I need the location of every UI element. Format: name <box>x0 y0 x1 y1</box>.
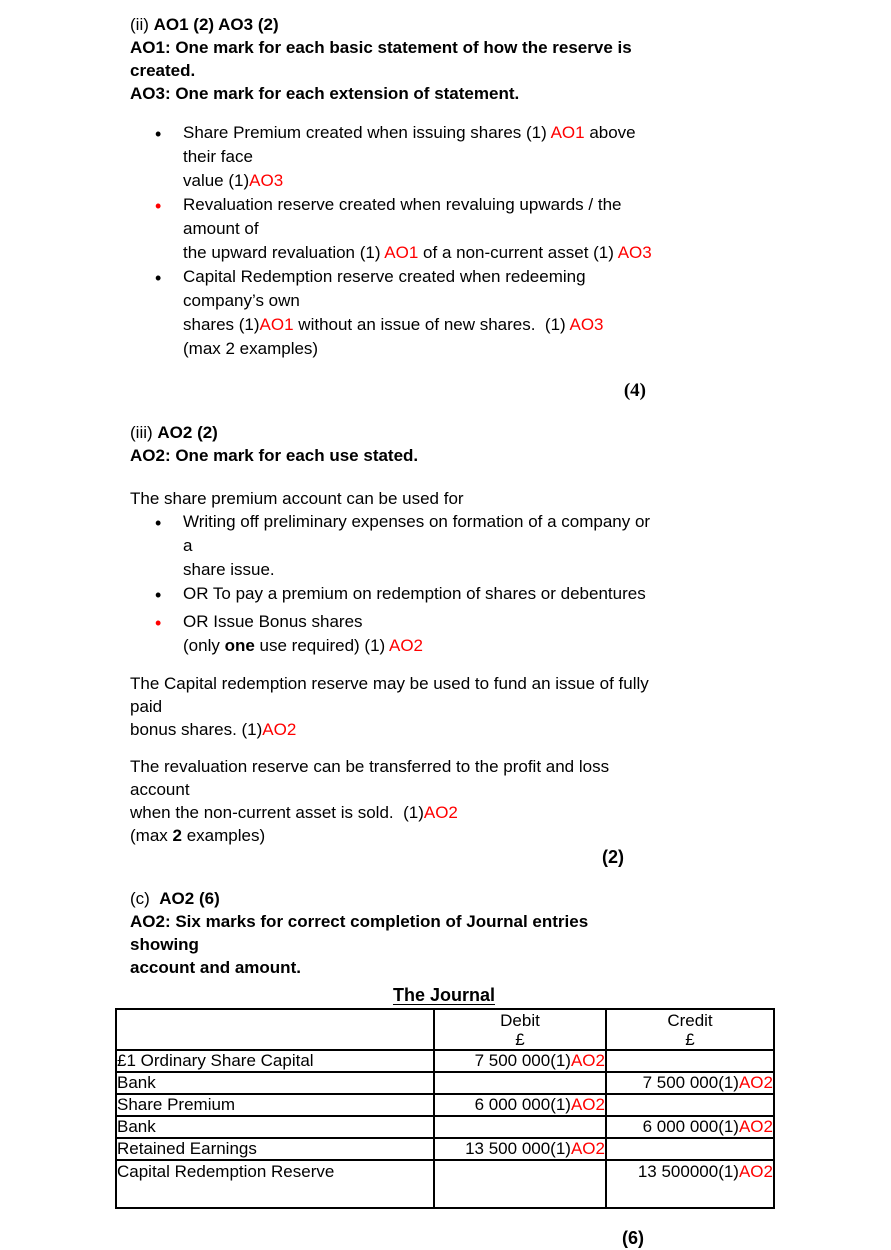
table-row <box>116 1116 774 1138</box>
list-item-capital-redemption <box>130 265 660 361</box>
table-header-row <box>116 1009 774 1050</box>
revaluation-paragraph <box>130 755 660 847</box>
paragraph-line: when the non-current asset is sold. (1)AO2 <box>130 803 458 822</box>
account-cell: Capital Redemption Reserve <box>116 1160 434 1208</box>
marks-total-part-c <box>130 1226 660 1250</box>
credit-label: Credit <box>667 1010 713 1030</box>
bullet-line: share issue. <box>183 560 275 579</box>
marks-total-part-iii <box>130 845 660 869</box>
section-c-heading: (c) AO2 (6) <box>130 889 220 908</box>
marks-value: (4) <box>623 380 646 401</box>
share-premium-uses-list <box>130 510 660 658</box>
list-item-writing-off <box>130 510 660 582</box>
account-column-header <box>116 1009 434 1050</box>
section-iii <box>130 421 660 869</box>
account-cell: Share Premium <box>116 1094 434 1116</box>
section-iii-heading: (iii) AO2 (2) <box>130 423 218 442</box>
reserve-examples-list <box>130 121 660 361</box>
max-examples-note: (max 2 examples) <box>183 339 319 358</box>
table-title: The Journal <box>392 985 495 1005</box>
marks-value: (6) <box>622 1228 644 1248</box>
table-row <box>116 1138 774 1160</box>
currency-symbol: £ <box>685 1029 695 1049</box>
list-item-share-premium <box>130 121 660 193</box>
bullet-line: • Revaluation reserve created when revaluing upwards / the amount of <box>183 195 627 238</box>
account-cell: Bank <box>116 1116 434 1138</box>
credit-cell <box>606 1094 774 1116</box>
rule-ao2-journal: AO2: Six marks for correct completion of Journal entries showing <box>130 912 593 954</box>
table-row <box>116 1094 774 1116</box>
debit-cell: 13 500 000(1)AO2 <box>434 1138 606 1160</box>
bullet-line: shares (1)AO1 without an issue of new shares. (1) AO3 <box>183 315 604 334</box>
currency-symbol: £ <box>515 1029 525 1049</box>
capital-redemption-paragraph <box>130 672 660 741</box>
section-ii-heading: (ii) AO1 (2) AO3 (2) <box>130 15 279 34</box>
list-item-pay-premium <box>130 582 660 606</box>
credit-cell <box>606 1138 774 1160</box>
debit-cell <box>434 1072 606 1094</box>
bullet-line: • OR Issue Bonus shares <box>183 612 363 631</box>
journal-table <box>115 1008 775 1209</box>
list-item-revaluation-reserve <box>130 193 660 265</box>
paragraph-line: The Capital redemption reserve may be used to fund an issue of fully paid <box>130 674 654 716</box>
debit-cell: 7 500 000(1)AO2 <box>434 1050 606 1072</box>
account-cell: Bank <box>116 1072 434 1094</box>
account-cell: Retained Earnings <box>116 1138 434 1160</box>
bullet-line: • Writing off preliminary expenses on formation of a company or a <box>183 512 655 555</box>
rule-ao2: AO2: One mark for each use stated. <box>130 446 419 465</box>
credit-column-header <box>606 1009 774 1050</box>
bullet-line: • Capital Redemption reserve created when redeeming company’s own <box>183 267 591 310</box>
debit-cell <box>434 1160 606 1208</box>
debit-cell <box>434 1116 606 1138</box>
debit-cell: 6 000 000(1)AO2 <box>434 1094 606 1116</box>
section-c <box>117 887 773 1250</box>
debit-label: Debit <box>500 1010 540 1030</box>
only-one-use-note: (only one use required) (1) AO2 <box>183 636 424 655</box>
rule-ao2-journal-cont: account and amount. <box>130 958 301 977</box>
rule-ao3: AO3: One mark for each extension of statement. <box>130 84 520 103</box>
credit-cell: 7 500 000(1)AO2 <box>606 1072 774 1094</box>
table-row <box>116 1160 774 1208</box>
intro-line: The share premium account can be used for <box>130 489 464 508</box>
paragraph-line: The revaluation reserve can be transferred to the profit and loss account <box>130 757 614 799</box>
marks-total-part-ii <box>130 379 660 403</box>
account-cell: £1 Ordinary Share Capital <box>116 1050 434 1072</box>
credit-cell: 6 000 000(1)AO2 <box>606 1116 774 1138</box>
rule-ao1: AO1: One mark for each basic statement of how the reserve is created. <box>130 38 637 80</box>
debit-column-header <box>434 1009 606 1050</box>
bullet-line: value (1)AO3 <box>183 171 284 190</box>
marks-value: (2) <box>602 847 624 867</box>
paragraph-line: bonus shares. (1)AO2 <box>130 720 297 739</box>
bullet-line: • OR To pay a premium on redemption of shares or debentures <box>183 584 646 603</box>
credit-cell <box>606 1050 774 1072</box>
bullet-line: the upward revaluation (1) AO1 of a non-current asset (1) AO3 <box>183 243 652 262</box>
table-row <box>116 1050 774 1072</box>
credit-cell: 13 500000(1)AO2 <box>606 1160 774 1208</box>
table-row <box>116 1072 774 1094</box>
max-examples-note: (max 2 examples) <box>130 826 266 845</box>
list-item-bonus-shares <box>130 610 660 658</box>
bullet-line: • Share Premium created when issuing shares (1) AO1 above their face <box>183 123 641 166</box>
section-ii <box>130 13 660 403</box>
